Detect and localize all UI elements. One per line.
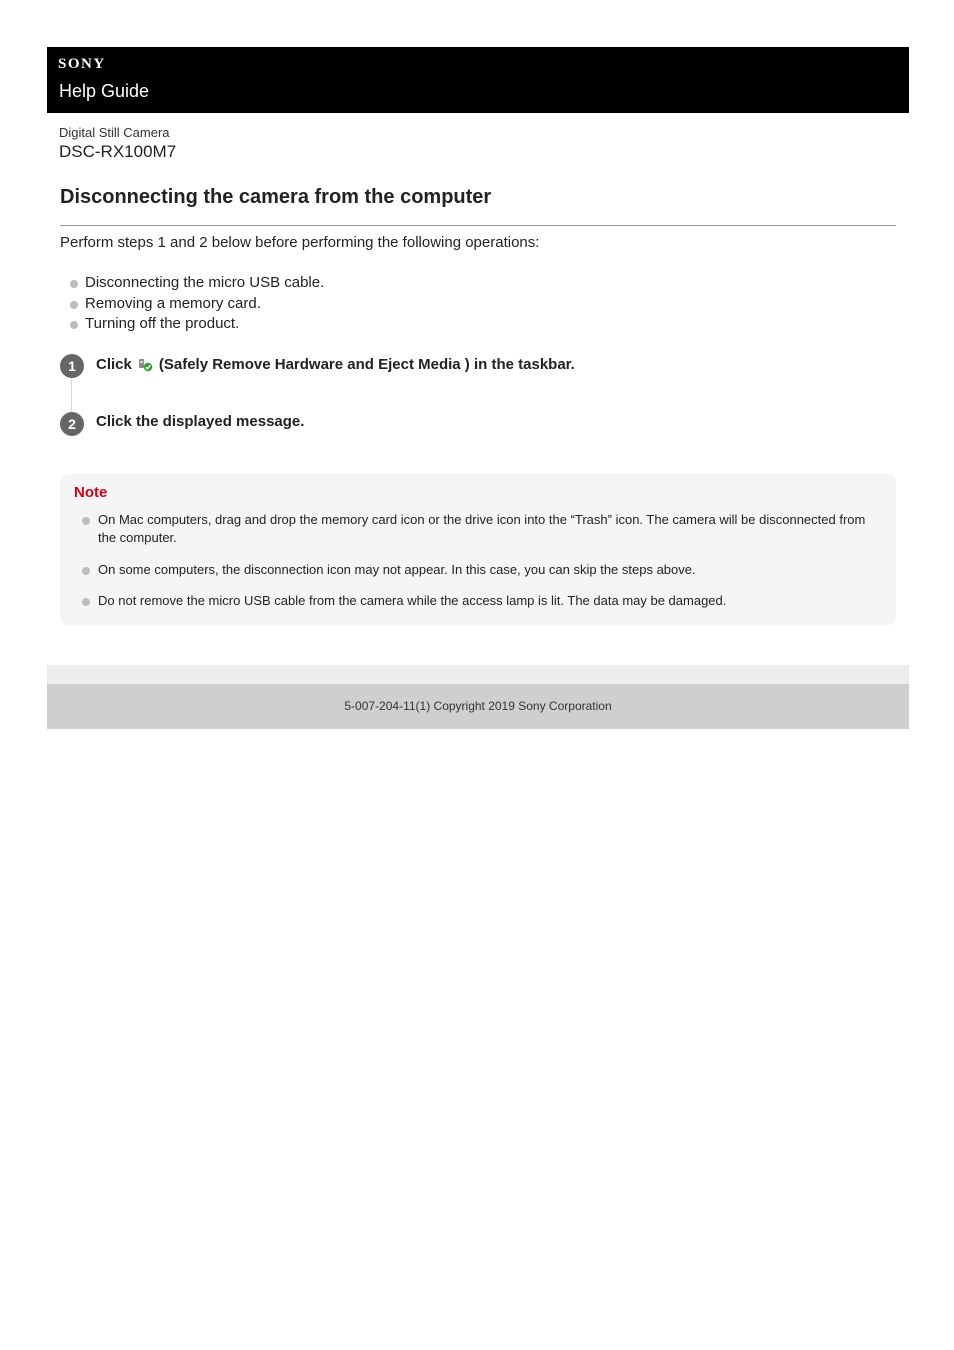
product-type: Digital Still Camera (59, 125, 170, 140)
list-item (60, 294, 324, 315)
list-item-text: Turning off the product. (85, 315, 240, 332)
note-item-text: On some computers, the disconnection icon may not appear. In this case, you can skip the steps above. (98, 562, 696, 577)
step-1-badge: 1 (60, 354, 84, 378)
operations-list (60, 273, 324, 335)
bullet-icon (82, 567, 90, 575)
bullet-icon (70, 280, 78, 288)
note-item (74, 592, 884, 610)
bullet-icon (70, 301, 78, 309)
footer-copyright: 5-007-204-11(1) Copyright 2019 Sony Corporation (47, 684, 909, 729)
page-title: Disconnecting the camera from the computer (60, 186, 492, 208)
note-item (74, 511, 884, 547)
step-connector (71, 378, 72, 412)
title-divider (60, 225, 896, 226)
step-1-text (96, 356, 575, 376)
step-2-badge: 2 (60, 412, 84, 436)
list-item (60, 273, 324, 294)
help-guide-title: Help Guide (59, 81, 150, 101)
bullet-icon (82, 517, 90, 525)
step-1-description: (Safely Remove Hardware and Eject Media ) in the taskbar. (158, 356, 575, 373)
header-bar (47, 47, 909, 113)
safely-remove-hardware-icon (138, 358, 153, 376)
note-box (60, 474, 896, 625)
note-item (74, 561, 884, 579)
footer-band (47, 665, 909, 684)
product-model: DSC-RX100M7 (59, 142, 177, 161)
list-item-text: Disconnecting the micro USB cable. (85, 274, 325, 291)
step-2-text: Click the displayed message. (96, 413, 305, 430)
bullet-icon (70, 321, 78, 329)
bullet-icon (82, 598, 90, 606)
sony-logo: SONY (58, 56, 106, 72)
intro-text: Perform steps 1 and 2 below before performing the following operations: (60, 234, 540, 251)
note-item-text: On Mac computers, drag and drop the memory card icon or the drive icon into the “Trash” icon. The camera will be disconnected from the computer. (98, 512, 866, 545)
note-item-text: Do not remove the micro USB cable from the camera while the access lamp is lit. The data may be damaged. (98, 593, 727, 608)
list-item-text: Removing a memory card. (85, 294, 261, 312)
list-item (60, 314, 324, 335)
note-list (74, 511, 884, 610)
step-1-click-label: Click (96, 356, 132, 373)
note-title: Note (74, 484, 108, 501)
